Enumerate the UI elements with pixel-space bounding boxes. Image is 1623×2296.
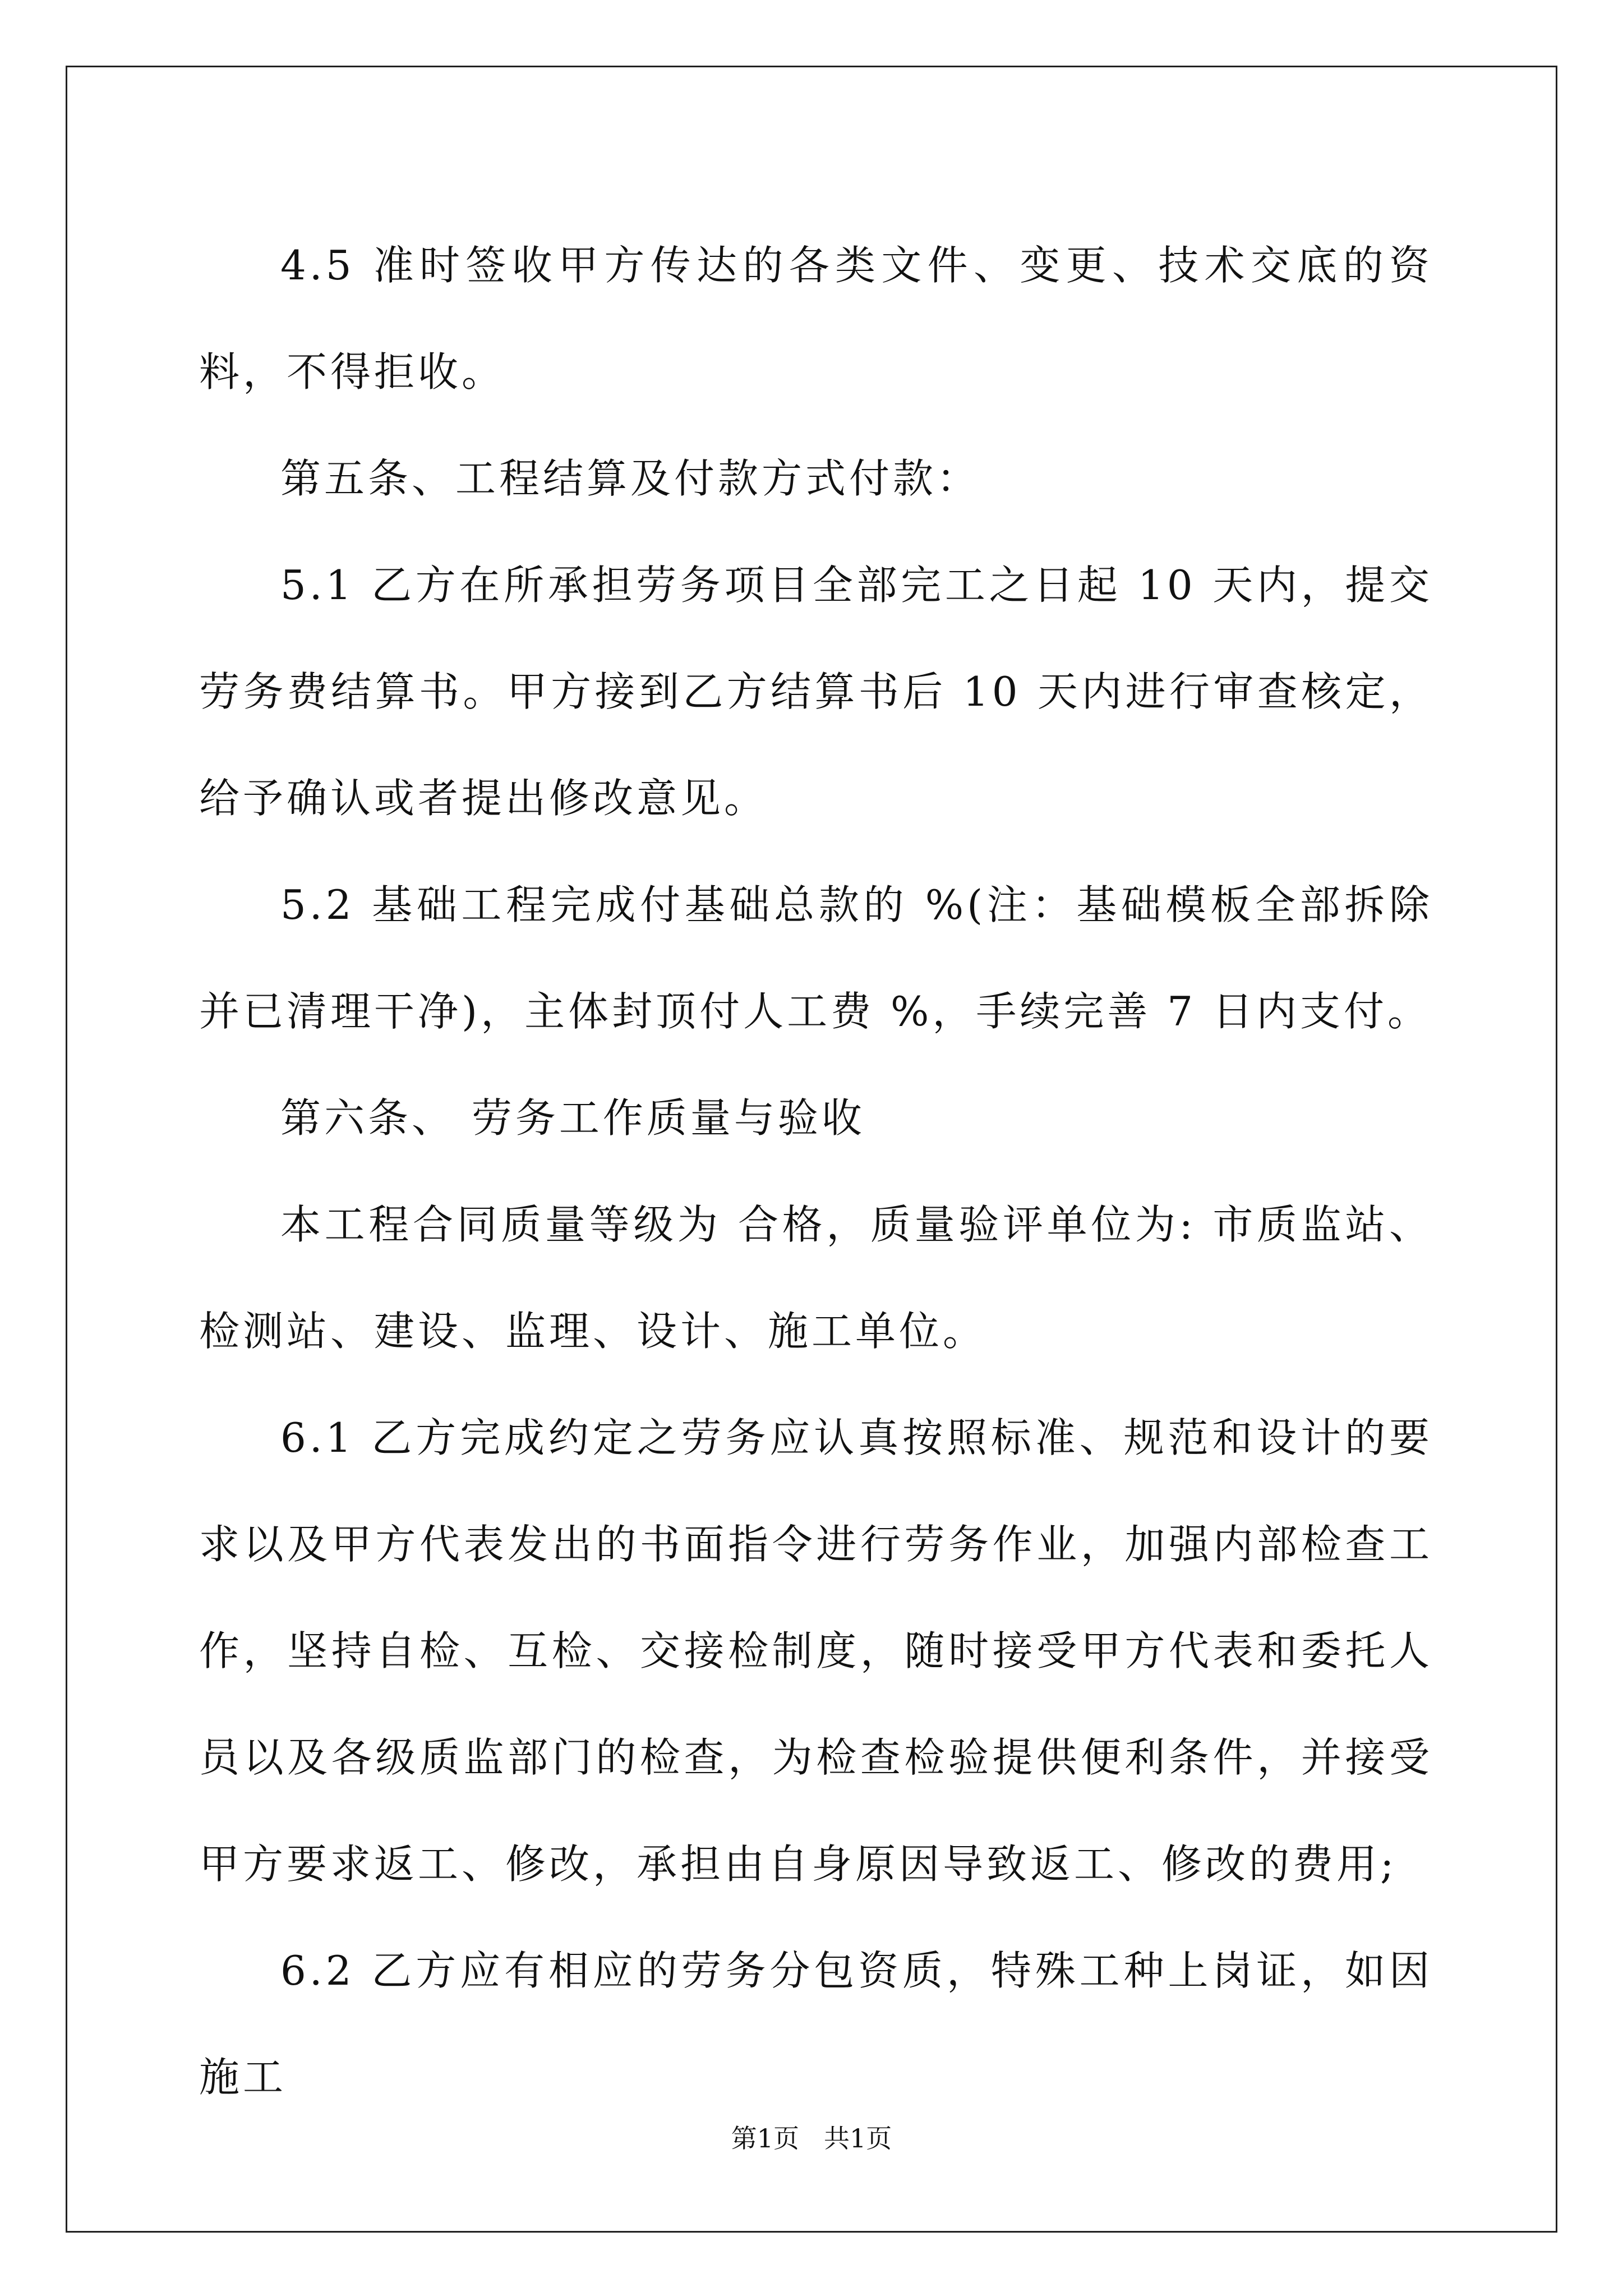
page-footer	[0, 2122, 1623, 2155]
paragraph-5-2: 5.2 基础工程完成付基础总款的 %(注：基础模板全部拆除并已清理干净)，主体封顶付人工费 %，手续完善 7 日内支付。	[199, 881, 1433, 1035]
page-total: 共1页	[823, 2123, 892, 2154]
document-body	[199, 212, 1433, 2131]
page-number: 第1页	[731, 2123, 800, 2154]
heading-article-5: 第五条、工程结算及付款方式付款：	[280, 455, 981, 502]
paragraph-4-5: 4.5 准时签收甲方传达的各类文件、变更、技术交底的资料，不得拒收。	[199, 242, 1433, 395]
paragraph-5-1: 5.1 乙方在所承担劳务项目全部完工之日起 10 天内，提交劳务费结算书。甲方接到乙方结算书后 10 天内进行审查核定，给予确认或者提出修改意见。	[199, 562, 1433, 822]
paragraph-6-1: 6.1 乙方完成约定之劳务应认真按照标准、规范和设计的要求以及甲方代表发出的书面指令进行劳务作业，加强内部检查工作，坚持自检、互检、交接检制度，随时接受甲方代表和委托人员以及各级质监部门的检查，为检查检验提供便利条件，并接受甲方要求返工、修改，承担由自身原因导致返工、修改的费用;	[199, 1414, 1433, 1888]
footer-spacer	[799, 2123, 824, 2154]
paragraph-quality-grade: 本工程合同质量等级为 合格，质量验评单位为: 市质监站、检测站、建设、监理、设计、施工单位。	[199, 1201, 1433, 1355]
heading-article-6: 第六条、 劳务工作质量与验收	[280, 1094, 865, 1142]
paragraph-6-2: 6.2 乙方应有相应的劳务分包资质，特殊工种上岗证，如因施工	[199, 1947, 1433, 2101]
